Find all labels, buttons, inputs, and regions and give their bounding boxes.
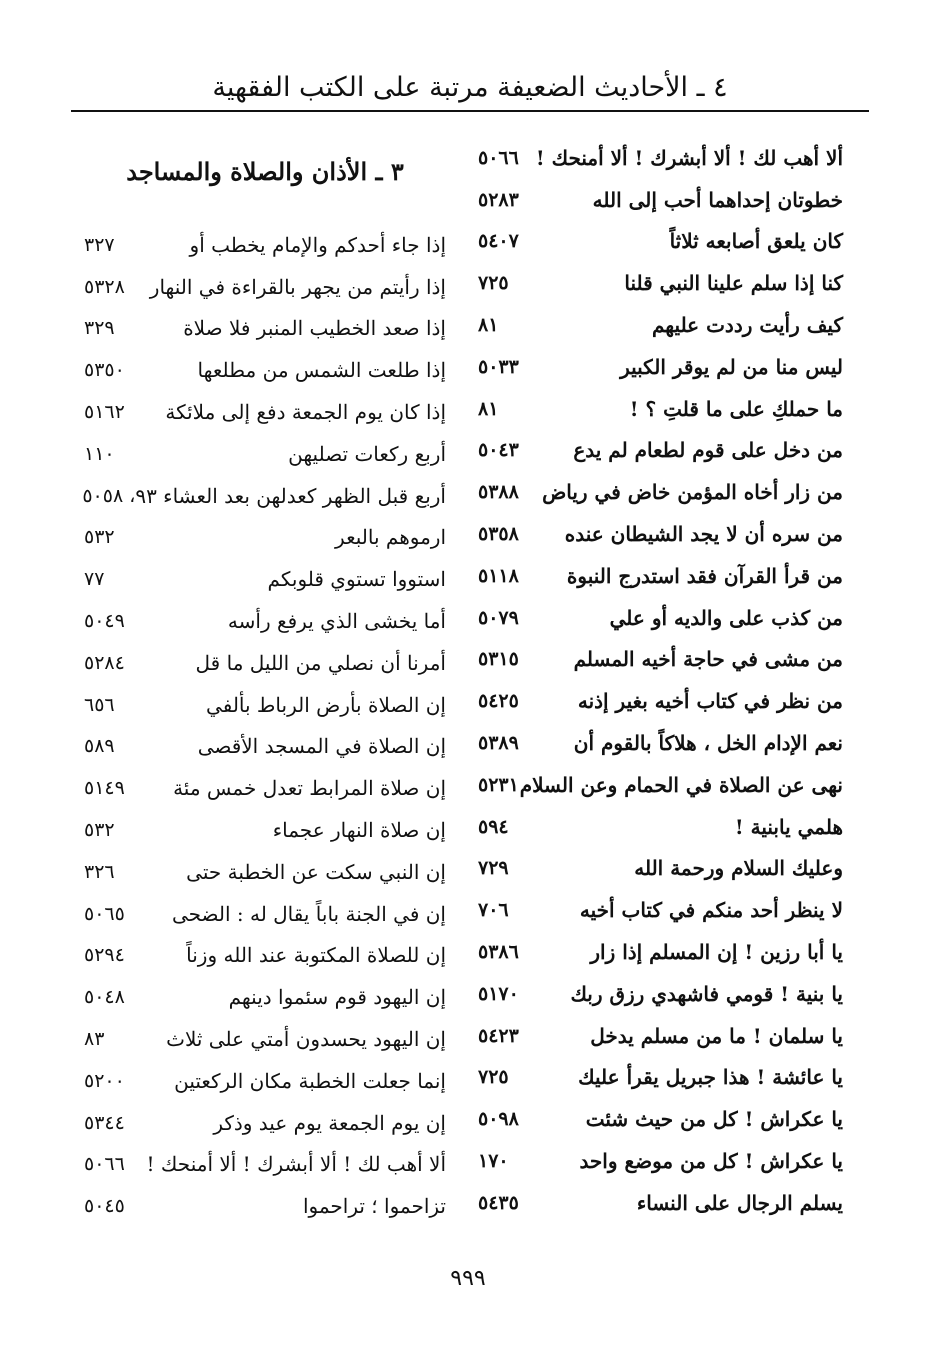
entry-text: كان يلعق أصابعه ثلاثاً: [669, 229, 843, 254]
index-entry: [478, 639, 843, 681]
entry-number: ٥٠٧٩: [478, 606, 519, 629]
entry-number: ٥٣٨٨: [478, 481, 519, 504]
entry-text: ما حملكِ على ما قلتِ ؟ !: [629, 396, 843, 421]
entry-number: ٥٠٤٣: [478, 439, 519, 462]
entry-number: ١٧٠: [478, 1150, 509, 1173]
index-entry: [478, 221, 843, 263]
entry-text: تزاحموا ؛ تراحموا: [302, 1194, 446, 1219]
entry-number: ٧٢٥: [478, 1066, 509, 1089]
entry-number: ١١٠: [84, 442, 115, 465]
index-entry: [478, 262, 843, 304]
left-column: [84, 152, 446, 1227]
entry-number: ٧٢٩: [478, 857, 509, 880]
index-entry: [478, 513, 843, 555]
index-entry: [84, 893, 446, 935]
entry-number: ٧٠٦: [478, 899, 509, 922]
entry-text: إذا جاء أحدكم والإمام يخطب أو: [189, 232, 446, 257]
entry-number: ٥٩٤: [478, 815, 509, 838]
entry-text: أربع قبل الظهر كعدلهن بعد العشاء ٩٣: [135, 483, 446, 508]
entry-number: ٥٠٤٩: [84, 610, 125, 633]
entry-text: يسلم الرجال على النساء: [636, 1190, 843, 1215]
entry-number: ٥٣٥٨: [478, 523, 519, 546]
entry-number: ٥٣٤٤: [84, 1111, 125, 1134]
page-number: ٩٩٩: [450, 1266, 486, 1291]
entry-text: نهى عن الصلاة في الحمام وعن السلام: [519, 772, 843, 797]
entry-number: ٥٠٦٦: [84, 1153, 125, 1176]
entry-text: من سره أن لا يجد الشيطان عنده: [564, 522, 843, 547]
index-entry: [478, 973, 843, 1015]
index-entry: [478, 346, 843, 388]
entry-number: ٧٧: [84, 568, 105, 591]
index-entry: [84, 266, 446, 308]
entry-text: يا بنية ! قومي فاشهدي رزق ربك: [570, 981, 843, 1006]
entry-number: ٥١٦٢: [84, 401, 125, 424]
index-entry: [478, 471, 843, 513]
index-entry: [84, 517, 446, 559]
entry-text: إذا صعد الخطيب المنبر فلا صلاة: [183, 316, 446, 341]
entry-number: ٥٢٨٤: [84, 651, 125, 674]
entry-number: ٨١: [478, 314, 499, 337]
entry-text: من زار أخاه المؤمن خاض في رياض: [542, 480, 843, 505]
index-entry: [478, 889, 843, 931]
index-entry: [84, 935, 446, 977]
entry-number: ٥٠٦٦: [478, 146, 519, 169]
index-entry: [478, 1182, 843, 1224]
entry-text: من مشى في حاجة أخيه المسلم: [573, 647, 843, 672]
index-entry: [84, 851, 446, 893]
running-header: ٤ ـ الأحاديث الضعيفة مرتبة على الكتب الفقهية: [212, 72, 728, 103]
index-entry: [84, 1018, 446, 1060]
entry-number: ٥٣٢٨: [84, 275, 125, 298]
entry-text: يا عكراش ! كل من موضع واحد: [579, 1149, 843, 1174]
entry-number: ٥٣٢: [84, 526, 115, 549]
entry-number: ٨١: [478, 397, 499, 420]
entry-text: خطوتان إحداهما أحب إلى الله: [592, 187, 843, 212]
index-entry: [478, 597, 843, 639]
entry-number: ٥٠٤٨: [84, 986, 125, 1009]
entry-number: ٥٣٨٦: [478, 941, 519, 964]
entry-text: إذا رأيتم من يجهر بالقراءة في النهار: [149, 274, 446, 299]
entry-number: ٣٢٧: [84, 233, 115, 256]
index-entry: [478, 722, 843, 764]
entry-number: ٥٢٣١: [478, 773, 519, 796]
index-entry: [84, 767, 446, 809]
index-entry: [478, 680, 843, 722]
entry-text: من كذب على والديه أو علي: [609, 605, 843, 630]
entry-text: نعم الإدام الخل ، هلاكاً بالقوم أن: [573, 731, 843, 756]
entry-number: ٥٠٣٣: [478, 355, 519, 378]
index-entry: [478, 764, 843, 806]
entry-text: من قرأ القرآن فقد استدرج النبوة: [566, 563, 843, 588]
entry-number: ٥٢٩٤: [84, 944, 125, 967]
entry-text: كيف رأيت رددت عليهم: [652, 313, 843, 338]
entry-number: ٥٣٥٠: [84, 359, 125, 382]
entry-number: ٣٢٩: [84, 317, 115, 340]
entry-number: ٥٣١٥: [478, 648, 519, 671]
index-entry: [84, 600, 446, 642]
index-entry: [84, 391, 446, 433]
entry-text: إذا طلعت الشمس من مطلعها: [197, 358, 446, 383]
entry-number: ٥٠٤٥: [84, 1195, 125, 1218]
entry-text: يا سلمان ! ما من مسلم يدخل: [590, 1023, 843, 1048]
entry-text: أربع ركعات تصليهن: [288, 441, 446, 466]
index-entry: [478, 806, 843, 848]
entry-text: ألا أهب لك ! ألا أبشرك ! ألا أمنحك !: [535, 145, 843, 170]
index-entry: [84, 433, 446, 475]
entry-number: ، ٥٠٥٨: [82, 484, 136, 507]
index-entry: [478, 848, 843, 890]
entry-number: ٥٢٠٠: [84, 1069, 125, 1092]
entry-number: ٥٤٢٥: [478, 690, 519, 713]
entry-number: ٥٤٢٣: [478, 1024, 519, 1047]
header-rule: [71, 110, 869, 112]
index-entry: [84, 224, 446, 266]
index-entry: [84, 809, 446, 851]
entry-number: ٦٥٦: [84, 693, 115, 716]
index-entry: [478, 179, 843, 221]
index-entry: [478, 137, 843, 179]
index-entry: [84, 1060, 446, 1102]
index-entry: [84, 642, 446, 684]
entry-number: ٥٠٦٥: [84, 902, 125, 925]
entry-text: إن صلاة المرابط تعدل خمس مئة: [173, 776, 446, 801]
index-entry: [84, 308, 446, 350]
entry-text: ليس منا من لم يوقر الكبير: [620, 354, 843, 379]
index-entry: [478, 304, 843, 346]
index-entry: [84, 684, 446, 726]
entry-number: ٥٤٠٧: [478, 230, 519, 253]
entry-text: إن الصلاة بأرض الرباط بألفي: [206, 692, 446, 717]
entry-number: ٥٨٩: [84, 735, 115, 758]
entry-text: من نظر في كتاب أخيه بغير إذنه: [577, 689, 843, 714]
entry-text: إن في الجنة باباً يقال له : الضحى: [171, 901, 446, 926]
entry-text: ارموهم بالبعر: [335, 525, 446, 550]
index-entry: [478, 388, 843, 430]
index-entry: [478, 555, 843, 597]
entry-text: ألا أهب لك ! ألا أبشرك ! ألا أمنحك !: [146, 1152, 446, 1177]
entry-number: ٨٣: [84, 1028, 105, 1051]
index-entry: [84, 726, 446, 768]
entry-text: أما يخشى الذي يرفع رأسه: [227, 609, 446, 634]
entry-text: يا أبا رزين ! إن المسلم إذا زار: [590, 940, 843, 965]
index-entry: [478, 1057, 843, 1099]
entry-text: إن للصلاة المكتوبة عند الله وزناً: [186, 943, 446, 968]
entry-text: إن اليهود يحسدون أمتي على ثلاث: [166, 1027, 446, 1052]
index-entry: [478, 1015, 843, 1057]
index-entry: [478, 1140, 843, 1182]
entry-text: إن الصلاة في المسجد الأقصى: [197, 734, 446, 759]
index-entry: [84, 976, 446, 1018]
entry-text: كنا إذا سلم علينا النبي قلنا: [624, 271, 843, 296]
index-entry: [84, 558, 446, 600]
entry-text: وعليك السلام ورحمة الله: [634, 856, 843, 881]
index-entry: [84, 475, 446, 517]
index-entry: [478, 430, 843, 472]
entry-text: إن النبي سكت عن الخطبة حتى: [186, 859, 446, 884]
index-entry: [478, 931, 843, 973]
entry-text: من دخل على قوم لطعام لم يدع: [573, 438, 843, 463]
index-entry: [84, 1144, 446, 1186]
entry-text: يا عكراش ! كل من حيث شئت: [585, 1107, 843, 1132]
entry-number: ٥٤٣٥: [478, 1191, 519, 1214]
entry-number: ٥٠٩٨: [478, 1108, 519, 1131]
index-entry: [478, 1098, 843, 1140]
entry-text: أمرنا أن نصلي من الليل ما قل: [195, 650, 446, 675]
index-entry: [84, 1102, 446, 1144]
entry-text: هلمي يابنية !: [734, 814, 843, 839]
entry-text: إن يوم الجمعة يوم عيد وذكر: [213, 1110, 446, 1135]
entry-text: إنما جعلت الخطبة مكان الركعتين: [174, 1068, 446, 1093]
index-entry: [84, 349, 446, 391]
index-entry: [84, 1185, 446, 1227]
entry-number: ٥٢٨٣: [478, 188, 519, 211]
entry-number: ٥٣٢: [84, 819, 115, 842]
entry-number: ٣٢٦: [84, 860, 115, 883]
entry-text: يا عائشة ! هذا جبريل يقرأ عليك: [578, 1065, 843, 1090]
entry-text: استووا تستوي قلوبكم: [267, 567, 446, 592]
entry-number: ٥١٧٠: [478, 982, 519, 1005]
entry-text: إذا كان يوم الجمعة دفع إلى ملائكة: [165, 400, 446, 425]
entry-number: ٧٢٥: [478, 272, 509, 295]
entry-text: إن اليهود قوم سئموا دينهم: [228, 985, 446, 1010]
right-column: [478, 137, 843, 1224]
entry-number: ٥١٤٩: [84, 777, 125, 800]
entry-text: لا ينظر أحد منكم في كتاب أخيه: [579, 898, 843, 923]
entry-number: ٥١١٨: [478, 564, 519, 587]
entry-text: إن صلاة النهار عجماء: [272, 818, 446, 843]
section-title: ٣ ـ الأذان والصلاة والمساجد: [126, 157, 404, 186]
entry-number: ٥٣٨٩: [478, 732, 519, 755]
